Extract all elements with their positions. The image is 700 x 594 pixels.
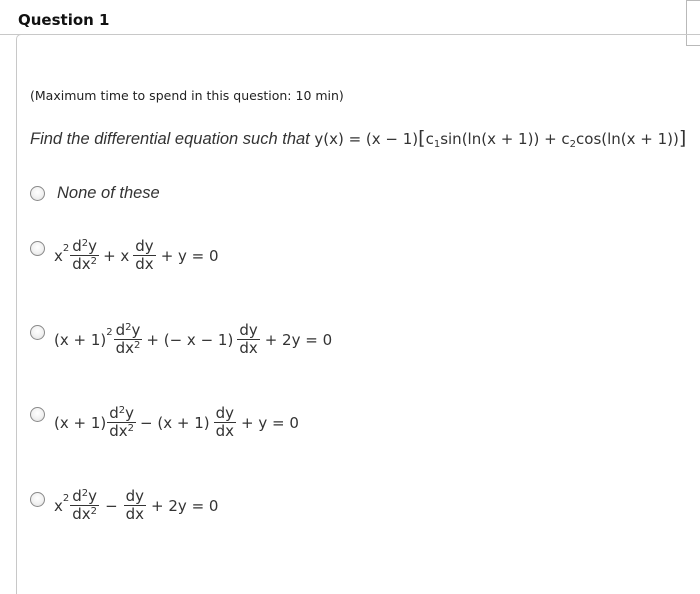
option-equation: (x + 1) 2 $\frac{d^2y}{dx^2}$ + (− x − 1) $\frac{dy}{dx}$ + 2y = 0 (54, 321, 333, 357)
radio-button[interactable] (30, 186, 45, 201)
first-derivative-fraction: $\frac{dy}{dx}$ (215, 404, 235, 440)
second-derivative-fraction: $\frac{d^2y}{dx^2}$ (72, 487, 98, 523)
radio-button[interactable] (30, 407, 45, 422)
question-header (0, 0, 700, 35)
second-derivative-fraction: $\frac{d^2y}{dx^2}$ (109, 404, 135, 440)
first-derivative-fraction: $\frac{dy}{dx}$ (239, 321, 258, 357)
option-label: None of these (57, 184, 160, 202)
first-derivative-fraction: $\frac{dy}{dx}$ (125, 487, 145, 523)
prompt-text: Find the differential equation such that (30, 130, 315, 148)
option-equation: x 2 $\frac{d^2y}{dx^2}$ + x $\frac{dy}{dx}$ + y = 0 (54, 237, 219, 273)
time-note: (Maximum time to spend in this question: 10 min) (30, 88, 344, 103)
radio-button[interactable] (30, 492, 45, 507)
first-derivative-fraction: $\frac{dy}{dx}$ (135, 237, 154, 273)
option-equation: x 2 $\frac{d^2y}{dx^2}$ − $\frac{dy}{dx}$ + 2y = 0 (54, 487, 219, 523)
question-title: Question 1 (18, 11, 110, 29)
second-derivative-fraction: $\frac{d^2y}{dx^2}$ (115, 321, 141, 357)
radio-button[interactable] (30, 325, 45, 340)
option-equation: (x + 1) $\frac{d^2y}{dx^2}$ − (x + 1) $\frac{dy}{dx}$ + y = 0 (54, 404, 299, 440)
question-prompt (30, 127, 686, 150)
radio-button[interactable] (30, 241, 45, 256)
second-derivative-fraction: $\frac{d^2y}{dx^2}$ (72, 237, 98, 273)
prompt-equation: $y(x) = (x - 1)[c_1\sin(\ln(x + 1)) + c_2\cos(\ln(x + 1))]$ (314, 127, 687, 150)
